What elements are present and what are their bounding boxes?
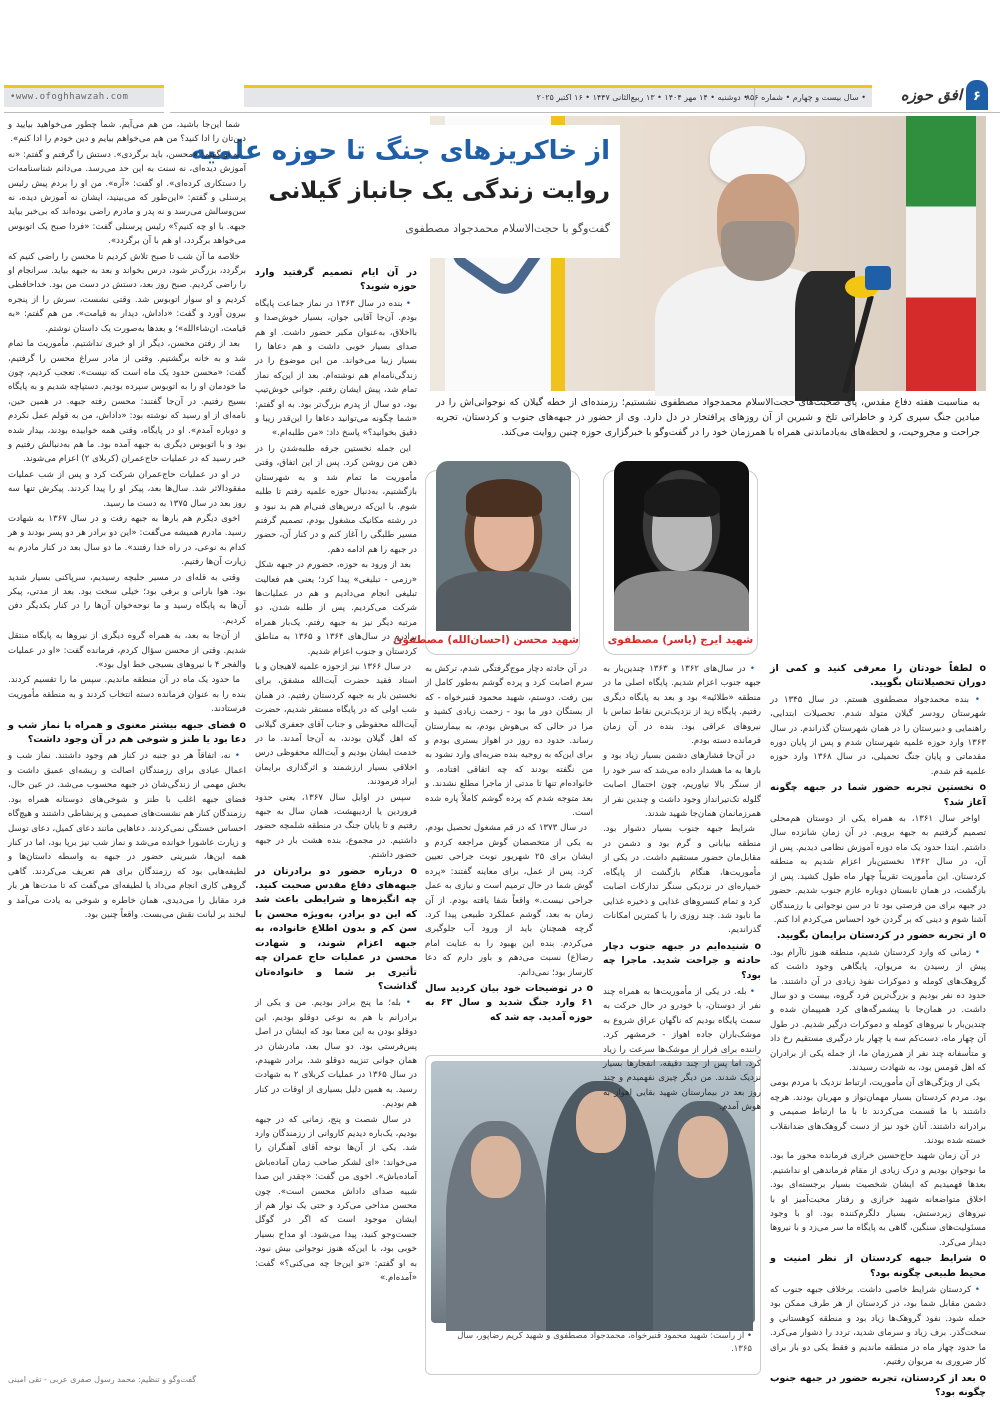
portrait-caption: شهید ایرج (یاسر) مصطفوی xyxy=(607,634,754,646)
portrait-hair xyxy=(466,479,542,517)
portrait-body xyxy=(436,571,571,631)
interview-paragraph: • بنده در سال ۱۳۶۳ در نماز جماعت پایگاه بودم. آن‌جا آقایی جوان، بسیار خوش‌صدا و بااخلاق، به‌عنوان مکبر حضور داشت. او هم صدای بسیار خوبی داشت و هم دعاها را بسیار زیبا می‌خواند. من این موضوع را در زندگی‌نامه‌ام هم نوشته‌ام. بعد از این‌که نماز تمام شد، پیش ایشان رفتم. جوانی خوش‌تیپ بود، دو سال از پدرم بزرگ‌تر بود. به او گفتم: «شما چگونه می‌توانید دعاها را این‌قدر زیبا و دقیق بخوانید؟» پاسخ داد: «من طلبه‌ام.» xyxy=(255,297,417,441)
headline-box xyxy=(190,125,620,258)
interview-paragraph: در آن‌جا فشارهای دشمن بسیار زیاد بود و بارها به ما هشدار داده می‌شد که سر خود را از سنگر بالا نیاوریم، چون احتمال اصابت گلوله تک‌تیرانداز وجود داشت و چندین نفر از همرزمانمان همان‌جا شهید شدند. xyxy=(603,751,761,820)
interview-paragraph: خلاصه ما آن شب تا صبح تلاش کردیم تا محسن را راضی کنیم که برگردد، بزرگ‌تر شود، درس بخواند و بعد به جبهه بیاید. سرانجام او را راضی کردیم. صبح روز بعد، دستش در دست من بود. خداحافظی کردیم و او سوار اتوبوس شد. وقتی نشست، سرش را از پنجره بیرون آورد و گفت: «داداش، دیدار به قیامت». من هم گفتم: «به قیامت، ان‌شاءالله»؛ و بعدها به‌صورت یک داستان نوشتم. xyxy=(8,251,246,334)
portrait-hair xyxy=(644,479,720,517)
interview-paragraph: • کردستان شرایط خاصی داشت. برخلاف جبهه جنوب که دشمن مقابل شما بود، در کردستان از هر طرف ممکن بود حمله شود. نفوذ گروهک‌ها زیاد بود و منطقه کوهستانی و سخت‌گذر. برف زیاد و سرمای شدید، تردد را دشوار می‌کرد. ما حدود چهار ماه در منطقه ماندیم و فقط یکی دو بار برای کار ضروری به مریوان رفتیم. xyxy=(770,1283,986,1369)
interview-question: در آن ایام تصمیم گرفتید وارد حوزه شوید؟ xyxy=(255,267,417,293)
interview-paragraph: در سال شصت و پنج، زمانی که در جبهه بودیم، یک‌باره دیدیم کاروانی از رزمندگان وارد شد. یکی از آن‌ها نوحه آقای آهنگران را می‌خواند: «ای لشکر صاحب زمان آماده‌باش آماده‌باش». اخوی من گفت: «چقدر این صدا شبیه صدای داداش محسن است». چون محسن مداحی می‌کرد و حتی یک نوار هم از ایشان موجود است که اگر در گوگل جست‌وجو کنید، پیدا می‌شود. او مداح بسیار خوبی بود، با این‌که هنوز نوجوانی بیش نبود. به او گفتم: «تو این‌جا چه می‌کنی؟» گفت: «آمده‌ام.» xyxy=(255,1114,417,1284)
interview-paragraph: یکی از ویژگی‌های آن مأموریت، ارتباط نزدیک با مردم بومی بود. مردم کردستان بسیار مهمان‌نواز و مهربان بودند. هرچه داشتند با ما قسمت می‌کردند تا با ما ارتباط صمیمی و برادرانه داشتند. آنان خود نیز از دست گروهک‌های ضدانقلاب خسته شده بودند. xyxy=(770,1078,986,1146)
interview-paragraph: این جمله نخستین جرقه طلبه‌شدن را در ذهن من روشن کرد. پس از این اتفاق، وقتی مأموریت ما تمام شد و به شهرستان بازگشتیم، به‌دنبال حوزه علمیه رفتم تا طلبه شوم. با این‌که درس‌های فنی‌ام هم بد نبود و در رشته مکانیک مشغول بودم، تصمیم گرفتم مسیر طلبگی را آغاز کنم و در کنار آن، حضور در جبهه را هم ادامه دهم. xyxy=(255,443,417,555)
page-number: ۶ xyxy=(966,80,988,110)
interview-paragraph: • بله. در یکی از مأموریت‌ها به همراه چند نفر از دوستان، با خودرو در حال حرکت به سمت پایگاه بودیم که ناگهان عراق شروع به موشک‌باران جاده اهواز - خرمشهر کرد. راننده برای فرار از موشک‌ها سرعت را زیاد کرد، اما پس از چند دقیقه، انفجارها بسیار نزدیک شدند. من دیگر چیزی نفهمیدم و چند روز بعد در بیمارستان شهید بقایی اهواز به هوش آمدم. xyxy=(603,985,761,1115)
portrait-iraj xyxy=(603,470,758,655)
interview-question: ο از تجربه حضور در کردستان برایمان بگویید. xyxy=(776,930,986,942)
group-person-face xyxy=(471,1136,521,1198)
masthead xyxy=(0,80,1000,110)
interview-paragraph: بعد از ورود به حوزه، حضورم در جبهه شکل «رزمی - تبلیغی» پیدا کرد؛ یعنی هم فعالیت تبلیغی انجام می‌دادیم و هم در عملیات‌ها شرکت می‌کردیم. پس از طلبه شدن، دو مرتبه دیگر نیز به جبهه رفتم. یک‌بار همراه برادرم در سال‌های ۱۳۶۴ و ۱۳۶۵ به مناطق کردستان و جنوب اعزام شدیم. xyxy=(255,560,417,657)
header-divider xyxy=(170,112,1000,113)
portrait-photo xyxy=(436,461,571,621)
interview-paragraph: در سال ۱۳۷۳ که در قم مشغول تحصیل بودم، به یکی از متخصصان گوش مراجعه کردم و ایشان برای ۲۵ شهریور نوبت جراحی تعیین کرد. پس از عمل، برای معاینه گفتند: «پرده گوش شما در حال ترمیم است و نیازی به عمل جراحی نیست.» واقعاً شفا یافته بودم. از آن زمان به بعد، گوشم عملکرد طبیعی پیدا کرد. گرچه همچنان باید از ورود آب جلوگیری می‌کردم. بنده این بهبود را به عنایت امام رضا(ع) نسبت می‌دهم و باور دارم که دعا کارساز بود؛ نمی‌دانم. xyxy=(425,823,593,978)
portrait-mohsen xyxy=(392,470,580,655)
interview-question: ο فضای جبهه بیشتر معنوی و همراه با نماز شب و دعا بود یا طنز و شوخی هم در آن وجود داشت؟ xyxy=(8,719,246,746)
interview-paragraph: اخوی دیگرم هم بارها به جبهه رفت و در سال ۱۳۶۷ به شهادت رسید. مادرم همیشه می‌گفت: «این دو برادر هر دو پسر بودند و هر کدام به نوعی، در راه خدا رفتند». ما دو سال بعد در کنار مادرم به زیارت آن‌ها رفتیم. xyxy=(8,513,246,568)
text-column-right xyxy=(770,660,986,1398)
text-column-center-right xyxy=(603,662,761,1113)
newspaper-logo: افق حوزه xyxy=(900,86,962,104)
iran-flag xyxy=(906,116,976,391)
article-credit: گفت‌وگو و تنظیم: محمد رسول صفری عربی - تقی امینی xyxy=(8,1375,197,1384)
website-url[interactable]: •www.ofoghhawzah.com xyxy=(4,85,164,107)
date-info: • دوشنبه • ۱۴ مهر ۱۴۰۴ • ۱۳ ربیع‌الثانی ۱۴۴۷ • ۱۶ اکتبر ۲۰۲۵ xyxy=(536,93,748,102)
interview-question: ο شنیده‌ایم در جبهه جنوب دچار حادثه و جراحت شدید. ماجرا چه بود؟ xyxy=(603,940,761,981)
interview-paragraph: • بنده محمدجواد مصطفوی هستم. در سال ۱۳۴۵ در شهرستان رودسر گیلان متولد شدم. تحصیلات ابتدایی، راهنمایی و دبیرستان را در همان شهرستان گذراندم. در سال ۱۳۶۳ وارد حوزه علمیه شهرستان شدم و پس از پایان دوره مقدماتی و پایان جنگ تحمیلی، در سال ۱۳۶۸ وارد حوزه علمیه قم شدم. xyxy=(770,693,986,779)
microphone-flag xyxy=(865,266,891,290)
interview-paragraph: در سال ۱۳۶۶ نیز ازحوزه علمیه لاهیجان و با استاد فقید حضرت آیت‌الله مشفق، برای نخستین بار به جبهه کردستان رفتیم. در همان شب اولی که در پایگاه مستقر شدیم، حضرت آیت‌الله محفوظی و جناب آقای جعفری گیلانی که اهل گیلان بودند، به آن‌جا آمدند. ما در خدمت ایشان بودیم و آیت‌الله محفوظی درس اخلاقی بسیار ارزشمند و اثرگذاری برایمان ایراد فرمودند. xyxy=(255,661,417,788)
interviewee-figure xyxy=(655,126,845,391)
interview-paragraph: در آن حادثه دچار موج‌گرفتگی شدم، ترکش به سرم اصابت کرد و پرده گوشم به‌طور کامل از بین رفت. دوستم، شهید محمود قنبرخواه - که از بستگان دور ما بود - زحمت زیادی کشید و مرا در حالی که بی‌هوش بودم، به بیمارستان رساند. حدود ده روز در اهواز بستری بودم و برای این‌که به روحیه بنده ضربه‌ای وارد نشود به من نگفته بودند که چه اتفاقی افتاده، و خانواده‌ام تنها تا مدتی از ماجرا مطلع نشدند. و بعد متوجه شدم که پرده گوشم کاملاً پاره شده است. xyxy=(425,664,593,819)
interview-paragraph: وقتی به قله‌ای در مسیر حلبچه رسیدیم، سرپاکنی بسیار شدید بود. هوا بارانی و برفی بود؛ خیلی سخت بود. بعد از مدتی، پیکر آن‌ها به پایگاه رسید و ما نوحه‌خوان آن‌ها را در کنار یکدیگر دفن کردیم. xyxy=(8,572,246,626)
header-divider xyxy=(4,112,164,113)
interview-paragraph: به او گفتم: «محسن، باید برگردی». دستش را گرفتم و گفتم: «نه آموزش دیده‌ای، نه سنت به این حد می‌رسد. می‌دانم شناسنامه‌ات را دستکاری کرده‌ای». او گفت: «آره». من او را بردم پیش رئیس پرسنلی و گفتم: «این‌طور که می‌بینید، ایشان نه آموزش دیده، نه سن‌وسالش می‌رسد و نه پدر و مادرم راضی بوده‌اند که بی‌خبر بیاید جبهه. با او چه کنیم؟» رئیس پرسنلی گفت: «فردا صبح یک اتوبوس می‌خواهد برگردد، او هم با آن برگردد». xyxy=(8,149,246,247)
group-photo-caption: • از راست: شهید محمود قنبرخواه، محمدجواد مصطفوی و شهید کریم رضاپور، سال ۱۳۶۵. xyxy=(457,1331,752,1354)
issue-info-bar xyxy=(244,85,872,107)
interview-paragraph: سپس در اوایل سال ۱۳۶۷، یعنی حدود فروردین یا اردیبهشت، همان سال به جبهه رفتیم و تا پایان جنگ در منطقه شلمچه حضور داشتیم. در مجموع، بنده هشت بار در جبهه حضور داشتم. xyxy=(255,792,417,861)
article-byline: گفت‌وگو با حجت‌الاسلام محمدجواد مصطفوی xyxy=(405,222,610,235)
interview-paragraph: • زمانی که وارد کردستان شدیم، منطقه هنوز ناآرام بود. پیش از رسیدن به مریوان، پایگاهی وجود داشت که گروهک‌های کومله و دموکرات نفوذ زیادی در آن داشتند. ما حدود ده نفر بودیم و بزرگ‌ترین فرد گروه، بیست و دو سال داشت. در همان‌جا با پیشمرگه‌های کرد همپیمان شده و چندین‌بار با نیروهای کومله و دموکرات درگیر شدیم. در طول آن چهار ماه، دست‌کم سه یا چهار بار درگیری مستقیم رخ داد و متأسفانه چند نفر از همرزمان ما، از جمله یکی از برادران که اهل قومس بود، به شهادت رسیدند. xyxy=(770,946,986,1076)
article-title: از خاکریزهای جنگ تا حوزه علمیه xyxy=(190,136,610,166)
interview-question: ο شرایط جبهه کردستان از نظر امنیت و محیط طبیعی چگونه بود؟ xyxy=(770,1253,986,1279)
portrait-caption: شهید محسن (احسان‌الله) مصطفوی xyxy=(392,634,579,646)
group-person-face xyxy=(678,1116,728,1178)
interview-paragraph: در آن زمان شهید حاج‌حسین خرازی فرمانده محور ما بود. ما نوجوان بودیم و درک زیادی از مقام فرماندهی او نداشتیم. بعدها فهمیدیم که ایشان شخصیت بسیار برجسته‌ای بود. اخلاق متواضعانه شهید خرازی و رفتار محبت‌آمیز او با نیروهای زیردستش، بسیار دلگرم‌کننده بود. او با وجود مسئولیت‌های سنگین، گاهی به پایگاه ما سر می‌زد و با نیروها دیدار می‌کرد. xyxy=(770,1151,986,1248)
interview-question: ο درباره حضور دو برادرتان در جبهه‌های دفاع مقدس صحبت کنید. چه انگیزه‌ها و شرایطی باعث شد که این دو برادر، به‌ویژه محسن با سن کم و بدون اطلاع خانواده، به جبهه اعزام شوند، و شهادت محسن در عملیات حاج عمران چه تأثیری بر شما و خانواده‌تان گذاشت؟ xyxy=(255,865,417,992)
interview-question: ο بعد از کردستان، تجربه حضور در جبهه جنوب چگونه بود؟ xyxy=(770,1372,986,1398)
interview-question: ο در توضیحات خود بیان کردید سال ۶۱ وارد جنگ شدید و سال ۶۳ به حوزه آمدید. چه شد که xyxy=(425,982,594,1023)
text-column-center-left xyxy=(425,662,593,1047)
interview-paragraph: ما حدود یک ماه در آن منطقه ماندیم. سپس ما را تقسیم کردند. بنده را به عنوان فرمانده دسته انتخاب کردند و به منطقه مأموریت فرستادند. xyxy=(8,675,246,715)
text-column-left xyxy=(8,118,246,1368)
interview-question: ο نخستین تجربه حضور شما در جبهه چگونه آغاز شد؟ xyxy=(770,782,986,808)
interview-paragraph: بعد از رفتن محسن، دیگر از او خبری نداشتیم. مأموریت ما تمام شد و به خانه برگشتیم. وقتی از مادر سراغ محسن را گرفتیم، گفت: «محسن حدود یک ماه است که نیست». تعجب کردیم، چون ما خودمان او را به اتوبوس سپرده بودیم. دستپاچه شدیم و به پایگاه بسیج رفتیم. در آن‌جا گفتند: محسن رفته جبهه. در همین حین، نامه‌ای از او رسید که نوشته بود: «داداش، من به قولم عمل نکردم و دوباره آمدم». او در پایگاه، وقتی همه خوابیده بودند، بیدار شده بود و با اتوبوس دیگری به جبهه آمده بود. ما هم به‌دنبالش رفتیم و خبر رسید که در عملیات حاج‌عمران (کربلای ۲) اعزام می‌شوند. xyxy=(8,339,246,465)
text-column-middle xyxy=(255,264,417,1374)
article-lead: به مناسبت هفته دفاع مقدس، پای صحبت‌های حجت‌الاسلام محمدجواد مصطفوی نشستیم؛ رزمنده‌ای از خطه گیلان که نوجوانی‌اش را در میادین جنگ سپری کرد و خاطراتی تلخ و شیرین از آن روزهای پرافتخار در دل دارد. وی از حضور در جبهه‌های جنوب و کردستان، تجربه جراحت و مجروحیت، و لحظه‌های به‌یادماندنی همراه با همرزمان خود را در گفت‌وگو با خبرگزاری حوزه چنین روایت می‌کند. xyxy=(436,397,980,438)
interview-paragraph: • بله؛ ما پنج برادر بودیم. من و یکی از برادرانم با هم به نوعی دوقلو بودیم. این دوقلو بودن به این معنا بود که ایشان در اصل پس‌فرستی بود. دو سال بعد، مادرشان در همان جوانی تنزیبه دوقلو شد. برادر شهیدم، در سال ۱۳۶۵ در عملیات کربلای ۲ به شهادت رسید. به همین دلیل بسیاری از اوقات در کنار هم بودیم. xyxy=(255,996,417,1111)
beard xyxy=(721,221,795,281)
portrait-body xyxy=(614,571,749,631)
interview-question: ο لطفاً خودتان را معرفی کنید و کمی از دوران تحصیلاتتان بگویید. xyxy=(770,663,986,689)
article-subtitle: روایت زندگی یک جانباز گیلانی xyxy=(268,178,610,204)
interview-paragraph: در او در عملیات حاج‌عمران شرکت کرد و پس از شب عملیات مفقودالاثر شد. سال‌ها بعد، پیکر او را پیدا کردند. پیکرش تنها سه روز بعد در سال ۱۳۷۵ به دست ما رسید. xyxy=(8,469,246,509)
interview-paragraph: از آن‌جا به بعد، به همراه گروه دیگری از نیروها به پایگاه منتقل شدیم. وقتی از محسن سؤال کردم، فرمانده گفت: «او در عملیات والفجر ۴ با نیروهای بسیجی خط اول بود». xyxy=(8,631,246,671)
interview-paragraph: اواخر سال ۱۳۶۱، به همراه یکی از دوستان هم‌محلی تصمیم گرفتیم به جبهه برویم. در آن زمان شانزده سال داشتم. ابتدا حدود یک ماه دوره آموزش نظامی دیدیم. پس از آن، در سال ۱۳۶۲ نخستین‌بار اعزام شدیم به منطقه کردستان. این مأموریت تقریباً چهار ماه طول کشید. پس از بازگشت، در همان تابستان دوباره عازم جنوب شدیم. حضور در جبهه برای من فرصتی بود تا در سن نوجوانی با رزمندگان آشنا شوم و دینی که بر گردن خود احساس می‌کردم ادا کنم. xyxy=(770,814,986,925)
portrait-photo xyxy=(614,461,749,621)
interview-paragraph: • در سال‌های ۱۳۶۲ و ۱۳۶۳ چندین‌بار به جبهه جنوب اعزام شدیم. پایگاه اصلی ما در منطقه «طلائیه» بود و بعد به پایگاه دیگری رفتیم. پایگاه زید از نزدیک‌ترین نقاط تماس با نیروهای عراقی بود. بنده در آن زمان فرمانده دسته بودم. xyxy=(603,662,761,748)
issue-info: • سال بیست و چهارم • شماره ۸۵۶ xyxy=(754,88,872,107)
interview-paragraph: شما این‌جا باشید، من هم می‌آیم. شما چطور می‌خواهید بیایید و دین‌تان را ادا کنید؟ من هم می‌خواهم بیایم و دین خودم را ادا کنم». xyxy=(8,120,246,145)
interview-paragraph: • نه، اتفاقاً هر دو جنبه در کنار هم وجود داشتند. نماز شب و اعمال عبادی برای رزمندگان اصالت و ریشه‌ای عمیق داشت و بخش مهمی از زندگی‌شان در جبهه محسوب می‌شد. در عین حال، فضای جبهه اغلب با طنز و شوخی‌های دوستانه همراه بود. رزمندگان کنار هم نشست‌های صمیمی و پرنشاطی داشتند و هیچ‌گاه احساس خستگی نمی‌کردند. دعاهایی مانند دعای کمیل، دعای توسل و زیارت عاشورا خوانده می‌شد و نماز شب نیز برپا بود، اما در کنار همه این‌ها، شیرینی حضور در جبهه به واسطه داستان‌ها و لطیفه‌هایی بود که رزمندگان برای هم تعریف می‌کردند. گاهی گروهی کاری انجام می‌داد یا لطیفه‌ای می‌گفت که تا مدت‌ها هر بار فرد مقابل را می‌دیدی، همان خاطره و شوخی به یادت می‌آمد و لبخند بر لبانت نقش می‌بست. واقعاً چنین بود. xyxy=(8,749,246,922)
interview-paragraph: شرایط جبهه جنوب بسیار دشوار بود. منطقه بیابانی و گرم بود و دشمن در مقابل‌مان حضور مستقیم داشت. در یکی از مأموریت‌ها، هنگام بازگشت از پایگاه، خمپاره‌ای در نزدیکی سنگر تدارکات اصابت کرد و تمام کنسروهای غذایی و ذخیره غذایی ما نابود شد. چند روزی را با کمترین امکانات گذراندیم. xyxy=(603,824,761,936)
